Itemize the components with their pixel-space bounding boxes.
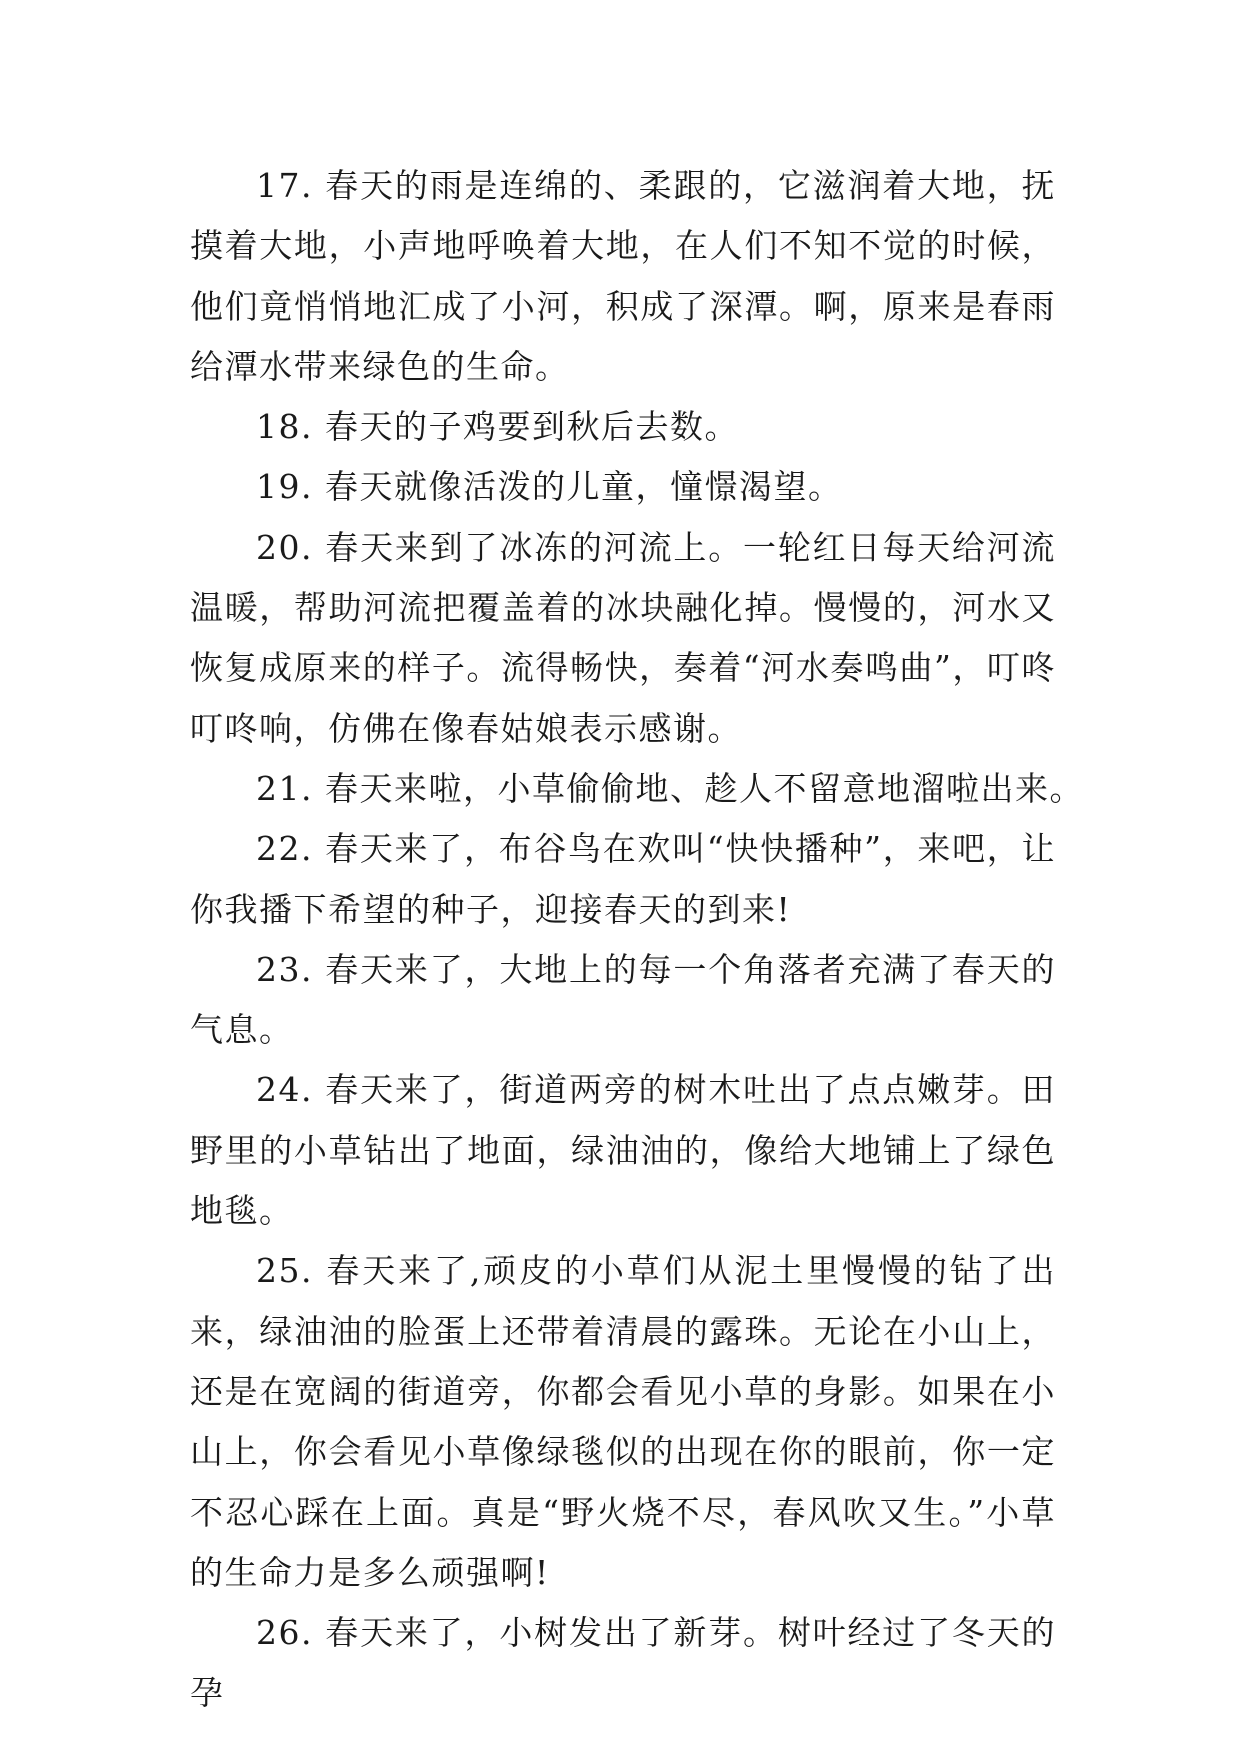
paragraph-18 bbox=[190, 397, 1056, 457]
paragraph-text: 春天来了，小树发出了新芽。树叶经过了冬天的孕 bbox=[190, 1613, 1057, 1713]
paragraph-23 bbox=[190, 940, 1056, 1061]
paragraph-number: 24. bbox=[256, 1070, 313, 1110]
paragraph-text: 春天就像活泼的儿童，憧憬渴望。 bbox=[324, 467, 843, 507]
paragraph-19 bbox=[190, 457, 1056, 517]
paragraph-24 bbox=[190, 1060, 1056, 1241]
paragraph-text: 春天来了，街道两旁的树木吐出了点点嫩芽。田野里的小草钻出了地面，绿油油的，像给大地铺上了绿色地毯。 bbox=[190, 1070, 1057, 1231]
paragraph-number: 17. bbox=[256, 166, 313, 205]
paragraph-21 bbox=[190, 759, 1084, 819]
paragraph-17 bbox=[190, 156, 1056, 397]
paragraph-number: 22. bbox=[256, 829, 313, 869]
paragraph-number: 26. bbox=[256, 1613, 313, 1653]
paragraph-26 bbox=[190, 1603, 1056, 1724]
paragraph-number: 23. bbox=[256, 949, 313, 989]
paragraph-number: 21. bbox=[256, 768, 313, 808]
paragraph-number: 19. bbox=[256, 467, 313, 507]
paragraph-text: 春天来了，大地上的每一个角落者充满了春天的气息。 bbox=[190, 949, 1057, 1050]
paragraph-number: 25. bbox=[256, 1251, 313, 1291]
paragraph-text: 春天来了,顽皮的小草们从泥土里慢慢的钻了出来，绿油油的脸蛋上还带着清晨的露珠。无论在小山上，还是在宽阔的街道旁，你都会看见小草的身影。如果在小山上，你会看见小草像绿毯似的出现在你的眼前，你一定不忍心踩在上面。真是“野火烧不尽，春风吹又生。”小草的生命力是多么顽强啊! bbox=[190, 1251, 1056, 1592]
paragraph-22 bbox=[190, 819, 1056, 940]
paragraph-text: 春天来到了冰冻的河流上。一轮红日每天给河流温暖，帮助河流把覆盖着的冰块融化掉。慢慢的，河水又恢复成原来的样子。流得畅快，奏着“河水奏鸣曲”，叮咚叮咚响，仿佛在像春姑娘表示感谢。 bbox=[190, 527, 1057, 748]
paragraph-text: 春天的子鸡要到秋后去数。 bbox=[324, 407, 739, 447]
paragraph-number: 20. bbox=[256, 527, 313, 567]
paragraph-25 bbox=[190, 1241, 1056, 1603]
paragraph-20 bbox=[190, 518, 1056, 759]
paragraph-number: 18. bbox=[256, 407, 313, 447]
document-body bbox=[190, 156, 1084, 1724]
paragraph-text: 春天的雨是连绵的、柔跟的，它滋润着大地，抚摸着大地，小声地呼唤着大地，在人们不知不觉的时候，他们竟悄悄地汇成了小河，积成了深潭。啊，原来是春雨给潭水带来绿色的生命。 bbox=[190, 166, 1057, 386]
paragraph-text: 春天来啦，小草偷偷地、趁人不留意地溜啦出来。 bbox=[324, 768, 1084, 808]
paragraph-text: 春天来了，布谷鸟在欢叫“快快播种”，来吧，让你我播下希望的种子，迎接春天的到来! bbox=[190, 829, 1056, 929]
